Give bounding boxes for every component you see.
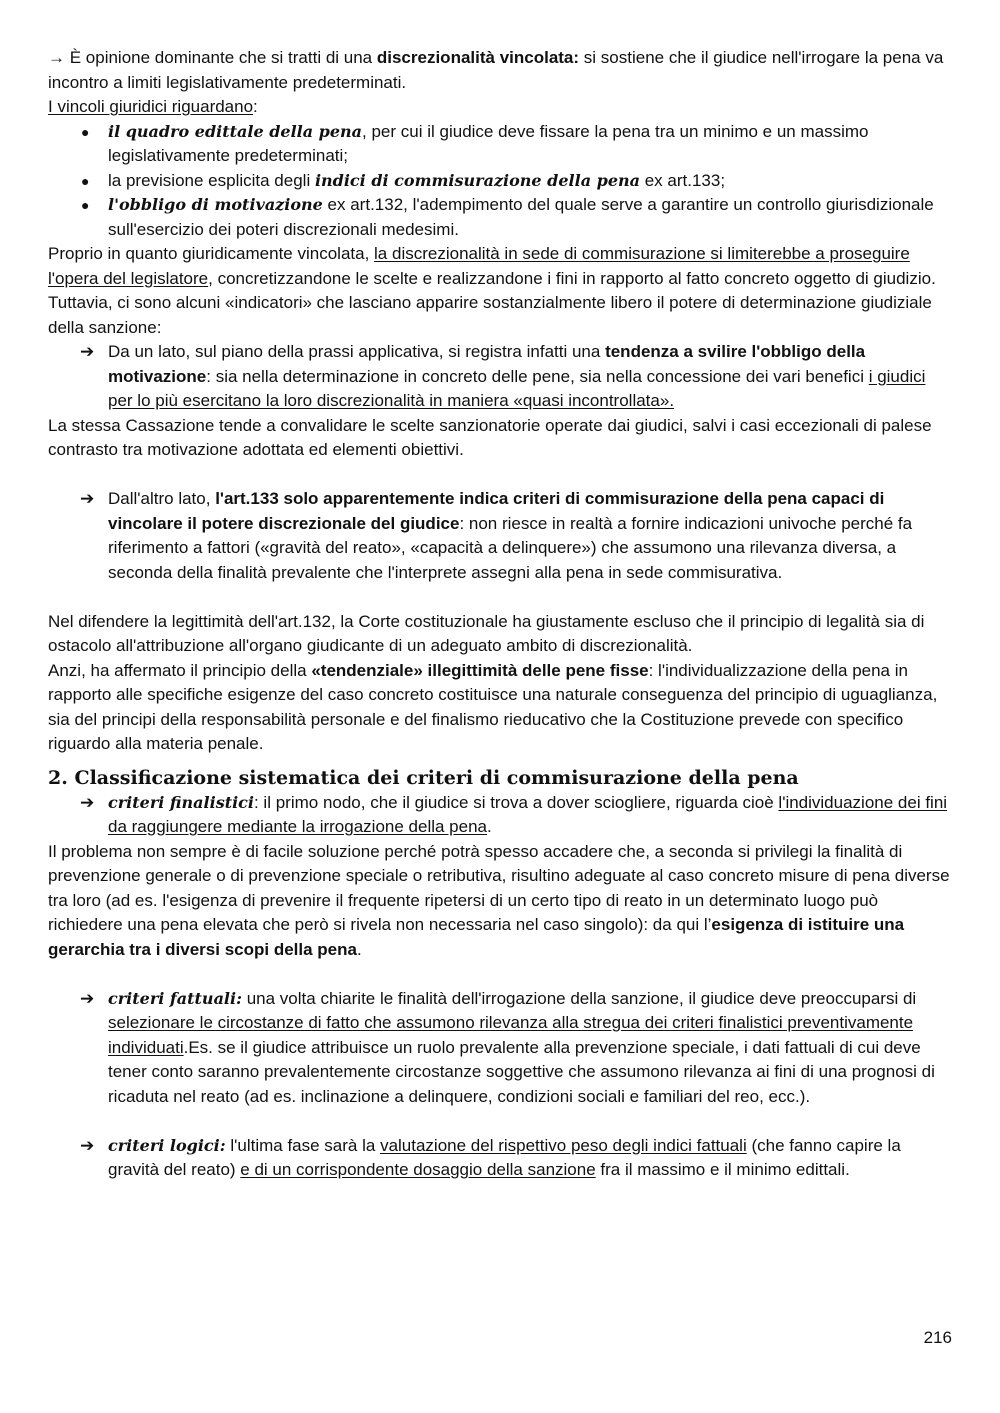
- spacer: [48, 962, 952, 987]
- finalistici-list: [48, 791, 952, 840]
- list-item: ● il quadro edittale della pena, per cui il giudice deve fissare la pena tra un minimo e un massimo legislativamente predeterminati;: [81, 121, 869, 165]
- bullet-icon: ●: [81, 197, 90, 213]
- arrow-right-icon: ➔: [80, 988, 95, 1008]
- spacer: [48, 585, 952, 610]
- anzi-paragraph: Anzi, ha affermato il principio della «tendenziale» illegittimità delle pene fisse: l'individualizzazione della pena in rapporto alle specifiche esigenze del caso concreto costituisce una naturale conseguenza del principio di uguaglianza, sia del principi della responsabilità personale e del finalismo rieducativo che la Costituzione prevede con specifico riguardo alla materia penale.: [48, 660, 938, 753]
- indicatori-list: [48, 340, 952, 414]
- list-item: ➔ criteri fattuali: una volta chiarite le finalità dell'irrogazione della sanzione, il giudice deve preoccuparsi di selezionare le circostanze di fatto che assumono rilevanza alla stregua dei criteri finalistici preventivamente individuati.Es. se il giudice attribuisce un ruolo prevalente alla prevenzione speciale, i dati fattuali di cui deve tener conto saranno prevalentemente circostanze soggettive che assumono rilevanza ai fini di una prognosi di ricaduta nel reato (ad es. inclinazione a delinquere, condizioni sociali e familiari del reo, ecc.).: [80, 988, 935, 1106]
- list-item: ● l'obbligo di motivazione ex art.132, l'adempimento del quale serve a garantire un controllo giurisdizionale sull'esercizio dei poteri discrezionali medesimi.: [81, 195, 934, 239]
- list-item: ➔ criteri finalistici: il primo nodo, che il giudice si trova a dover sciogliere, riguarda cioè l'individuazione dei fini da raggiungere mediante la irrogazione della pena.: [80, 792, 948, 836]
- bullet-icon: ●: [81, 123, 90, 140]
- intro-paragraph: → È opinione dominante che si tratti di una discrezionalità vincolata: si sostiene che il giudice nell'irrogare la pena va incontro a limiti legislativamente predeterminati.: [48, 48, 944, 92]
- arrow-right-icon: ➔: [80, 1135, 95, 1155]
- cassazione-paragraph: La stessa Cassazione tende a convalidare le scelte sanzionatorie operate dai giudici, salvi i casi eccezionali di palese contrasto tra motivazione adottata ed elementi obiettivi.: [48, 415, 932, 459]
- tuttavia-paragraph: Tuttavia, ci sono alcuni «indicatori» che lasciano apparire sostanzialmente libero il potere di determinazione giudiziale della sanzione:: [48, 293, 932, 337]
- vincoli-list: [48, 120, 952, 243]
- spacer: [48, 1109, 952, 1134]
- art133-list: [48, 487, 952, 585]
- arrow-icon: →: [48, 48, 65, 67]
- arrow-right-icon: ➔: [80, 792, 95, 812]
- problema-paragraph: Il problema non sempre è di facile soluzione perché potrà spesso accadere che, a seconda si privilegi la finalità di prevenzione generale o di prevenzione speciale o retributiva, risultino adeguate al caso concreto misure di pena diverse tra loro (ad es. l'esigenza di prevenire il frequente ripetersi di un certo tipo di reato in un determinato luogo può richiedere una pena elevata che però si rivela non necessaria nel caso singolo): da qui l’esigenza di istituire una gerarchia tra i diversi scopi della pena.: [48, 841, 950, 959]
- list-item: ➔ criteri logici: l'ultima fase sarà la valutazione del rispettivo peso degli indici fattuali (che fanno capire la gravità del reato) e di un corrispondente dosaggio della sanzione fra il massimo e il minimo edittali.: [80, 1135, 901, 1179]
- difendere-paragraph: Nel difendere la legittimità dell'art.132, la Corte costituzionale ha giustamente escluso che il principio di legalità sia di ostacolo all'attribuzione all'organo giudicante di un adeguato ambito di discrezionalità.: [48, 611, 925, 655]
- section-heading: 2. Classificazione sistematica dei criteri di commisurazione della pena: [48, 766, 799, 789]
- logici-list: [48, 1134, 952, 1183]
- list-item: ➔ Dall'altro lato, l'art.133 solo apparentemente indica criteri di commisurazione della pena capaci di vincolare il potere discrezionale del giudice: non riesce in realtà a fornire indicazioni univoche perché fa riferimento a fattori («gravità del reato», «capacità a delinquere») che assumono una rilevanza diversa, a seconda della finalità prevalente che l'interprete assegni alla pena in sede commisurativa.: [80, 489, 913, 582]
- page-number: 216: [923, 1328, 952, 1347]
- spacer: [48, 463, 952, 488]
- list-item: ➔ Da un lato, sul piano della prassi applicativa, si registra infatti una tendenza a svilire l'obbligo della motivazione: sia nella determinazione in concreto delle pene, sia nella concessione dei vari benefici i giudici per lo più esercitano la loro discrezionalità in maniera «quasi incontrollata».: [80, 342, 926, 410]
- vincoli-intro: I vincoli giuridici riguardano:: [48, 97, 258, 116]
- bullet-icon: ●: [81, 172, 90, 189]
- arrow-right-icon: ➔: [80, 342, 95, 361]
- list-item: ● la previsione esplicita degli indici di commisurazione della pena ex art.133;: [48, 169, 952, 194]
- document-page: [48, 46, 952, 1183]
- proprio-paragraph: Proprio in quanto giuridicamente vincolata, la discrezionalità in sede di commisurazione si limiterebbe a proseguire l'opera del legislatore, concretizzandone le scelte e realizzandone i fini in rapporto al fatto concreto oggetto di giudizio.: [48, 244, 936, 288]
- fattuali-list: [48, 987, 952, 1110]
- arrow-right-icon: ➔: [80, 489, 95, 508]
